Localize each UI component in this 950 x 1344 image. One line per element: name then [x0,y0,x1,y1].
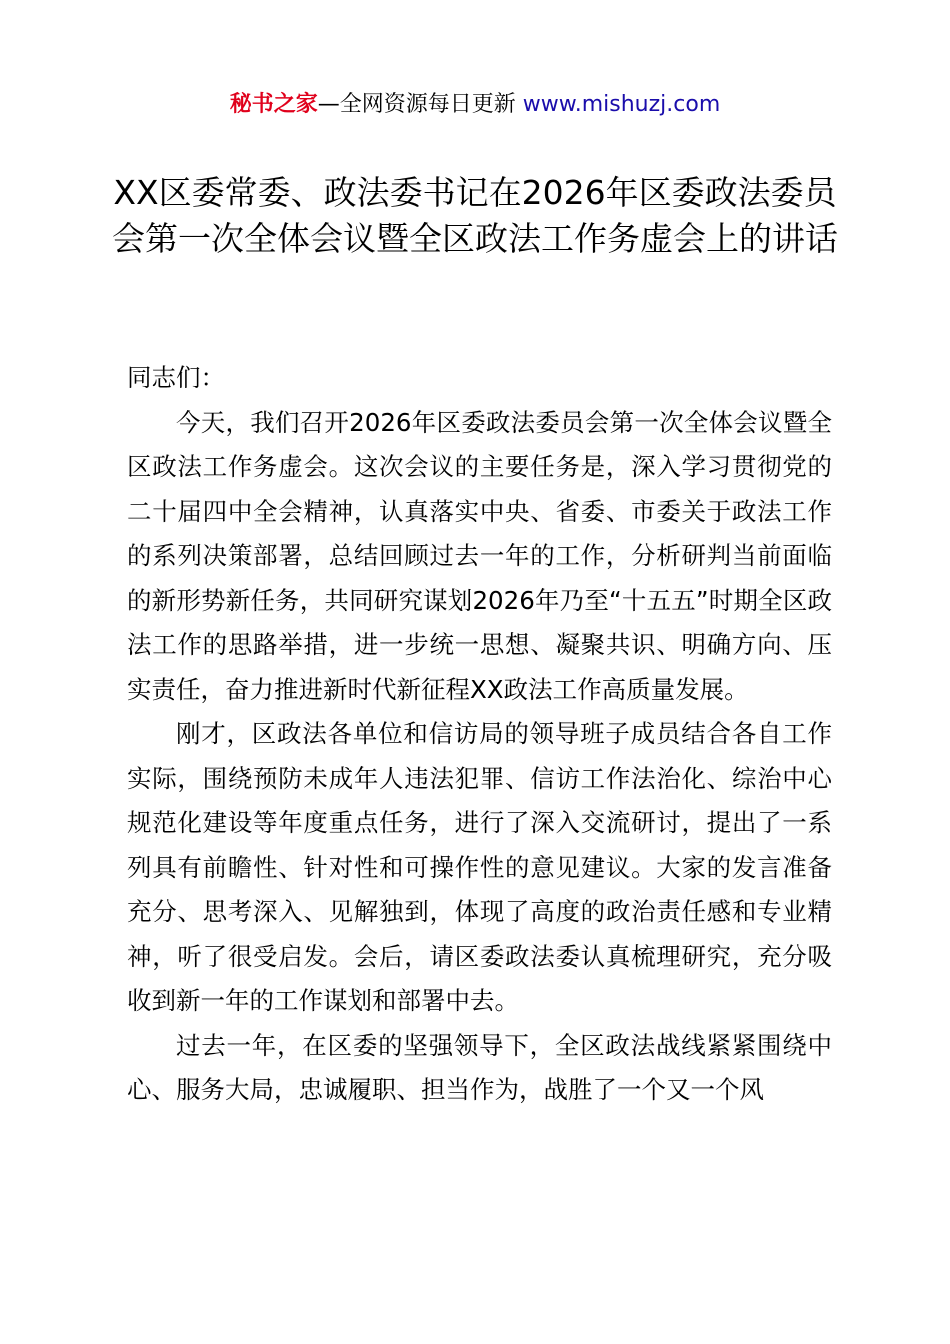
site-url-link[interactable]: www.mishuzj.com [522,92,721,117]
paragraph-2: 刚才，区政法各单位和信访局的领导班子成员结合各自工作实际，围绕预防未成年人违法犯罪、信访工作法治化、综治中心规范化建设等年度重点任务，进行了深入交流研讨，提出了一系列具有前瞻性、针对性和可操作性的意见建议。大家的发言准备充分、思考深入、见解独到，体现了高度的政治责任感和专业精神，听了很受启发。会后，请区委政法委认真梳理研究，充分吸收到新一年的工作谋划和部署中去。 [127,719,832,1015]
site-tagline: —全网资源每日更新 [317,92,523,117]
brand-name: 秘书之家 [229,92,318,117]
document-title: XX区委常委、政法委书记在2026年区委政法委员会第一次全体会议暨全区政法工作务虚会上的讲话 [112,173,838,258]
paragraph-3: 过去一年，在区委的坚强领导下，全区政法战线紧紧围绕中心、服务大局，忠诚履职、担当作为，战胜了一个又一个风 [127,1030,832,1104]
paragraph-1: 今天，我们召开2026年区委政法委员会第一次全体会议暨全区政法工作务虚会。这次会议的主要任务是，深入学习贯彻党的二十届四中全会精神，认真落实中央、省委、市委关于政法工作的系列决策部署，总结回顾过去一年的工作，分析研判当前面临的新形势新任务，共同研究谋划2026年乃至“十五五”时期全区政法工作的思路举措，进一步统一思想、凝聚共识、明确方向、压实责任，奋力推进新时代新征程XX政法工作高质量发展。 [127,407,832,704]
document-body [127,356,832,1113]
salutation: 同志们： [127,363,225,392]
site-header [0,88,950,122]
